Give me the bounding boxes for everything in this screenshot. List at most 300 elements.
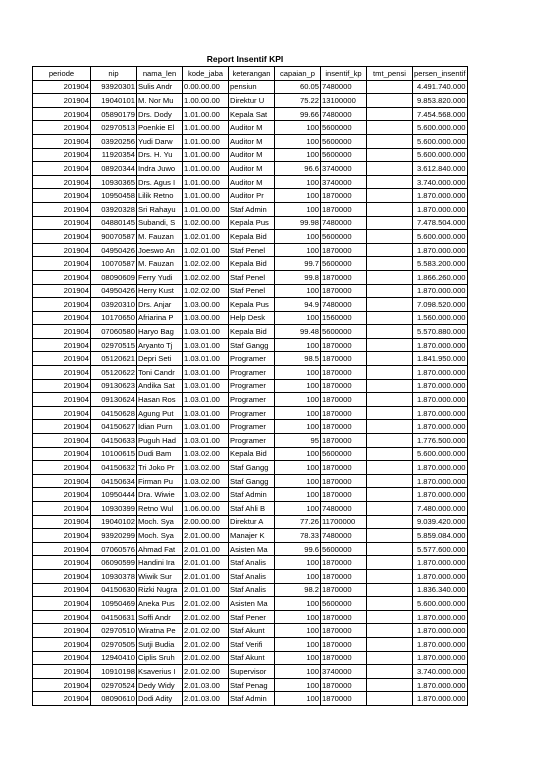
table-row (33, 692, 468, 706)
cell-nama-lengkap: Haryo Bag (137, 325, 183, 339)
cell-insentif-kpi: 1870000 (321, 243, 367, 257)
cell-persen-insentif: 5.600.000.000 (413, 121, 468, 135)
cell-nama-lengkap: Soffi Andr (137, 610, 183, 624)
cell-kode-jabatan: 2.01.02.00 (183, 651, 229, 665)
cell-insentif-kpi: 5600000 (321, 325, 367, 339)
cell-periode: 201904 (33, 665, 91, 679)
header-row (33, 67, 468, 81)
cell-keterangan: Auditor M (229, 162, 275, 176)
cell-nip: 10070587 (91, 257, 137, 271)
cell-tmt-pensiun (367, 692, 413, 706)
cell-capaian-p: 100 (275, 678, 321, 692)
cell-periode: 201904 (33, 597, 91, 611)
cell-persen-insentif: 7.454.568.000 (413, 107, 468, 121)
cell-periode: 201904 (33, 134, 91, 148)
table-row (33, 216, 468, 230)
table-row (33, 529, 468, 543)
cell-persen-insentif: 1.870.000.000 (413, 379, 468, 393)
cell-capaian-p: 100 (275, 243, 321, 257)
cell-nip: 04150631 (91, 610, 137, 624)
cell-tmt-pensiun (367, 515, 413, 529)
cell-tmt-pensiun (367, 610, 413, 624)
table-row (33, 379, 468, 393)
cell-kode-jabatan: 1.03.02.00 (183, 447, 229, 461)
cell-persen-insentif: 5.600.000.000 (413, 148, 468, 162)
cell-capaian-p: 100 (275, 637, 321, 651)
cell-insentif-kpi: 3740000 (321, 175, 367, 189)
cell-kode-jabatan: 1.03.01.00 (183, 434, 229, 448)
cell-keterangan: Asisten Ma (229, 597, 275, 611)
cell-persen-insentif: 1.870.000.000 (413, 692, 468, 706)
cell-insentif-kpi: 1870000 (321, 474, 367, 488)
cell-periode: 201904 (33, 298, 91, 312)
cell-nip: 10100615 (91, 447, 137, 461)
cell-tmt-pensiun (367, 406, 413, 420)
cell-keterangan: Auditor M (229, 134, 275, 148)
cell-nip: 02970513 (91, 121, 137, 135)
cell-tmt-pensiun (367, 230, 413, 244)
cell-persen-insentif: 1.870.000.000 (413, 189, 468, 203)
cell-keterangan: Staf Akunt (229, 651, 275, 665)
cell-kode-jabatan: 1.01.00.00 (183, 121, 229, 135)
table-row (33, 148, 468, 162)
cell-persen-insentif: 1.870.000.000 (413, 610, 468, 624)
cell-persen-insentif: 1.560.000.000 (413, 311, 468, 325)
cell-nama-lengkap: Dra. Wiwie (137, 488, 183, 502)
cell-persen-insentif: 5.583.200.000 (413, 257, 468, 271)
cell-tmt-pensiun (367, 257, 413, 271)
cell-capaian-p: 99.8 (275, 270, 321, 284)
cell-periode: 201904 (33, 556, 91, 570)
cell-periode: 201904 (33, 474, 91, 488)
column-header-kode-jabatan: kode_jaba (183, 67, 229, 81)
cell-keterangan: Staf Pener (229, 610, 275, 624)
cell-kode-jabatan: 1.02.02.00 (183, 270, 229, 284)
table-row (33, 189, 468, 203)
table-row (33, 134, 468, 148)
cell-tmt-pensiun (367, 502, 413, 516)
cell-insentif-kpi: 1870000 (321, 461, 367, 475)
cell-persen-insentif: 7.478.504.000 (413, 216, 468, 230)
cell-kode-jabatan: 1.02.01.00 (183, 243, 229, 257)
cell-tmt-pensiun (367, 474, 413, 488)
cell-keterangan: Staf Penel (229, 270, 275, 284)
cell-tmt-pensiun (367, 488, 413, 502)
cell-insentif-kpi: 11700000 (321, 515, 367, 529)
cell-keterangan: Programer (229, 379, 275, 393)
cell-nama-lengkap: Moch. Sya (137, 515, 183, 529)
cell-keterangan: Staf Admin (229, 692, 275, 706)
cell-nip: 19040102 (91, 515, 137, 529)
cell-nip: 11920354 (91, 148, 137, 162)
cell-capaian-p: 99.6 (275, 542, 321, 556)
cell-nip: 19040101 (91, 94, 137, 108)
table-row (33, 352, 468, 366)
cell-insentif-kpi: 1560000 (321, 311, 367, 325)
cell-tmt-pensiun (367, 338, 413, 352)
cell-persen-insentif: 1.870.000.000 (413, 488, 468, 502)
cell-kode-jabatan: 1.03.02.00 (183, 461, 229, 475)
cell-kode-jabatan: 1.03.01.00 (183, 379, 229, 393)
cell-kode-jabatan: 1.02.00.00 (183, 216, 229, 230)
cell-tmt-pensiun (367, 148, 413, 162)
cell-capaian-p: 100 (275, 597, 321, 611)
cell-periode: 201904 (33, 488, 91, 502)
cell-nip: 10170650 (91, 311, 137, 325)
cell-nip: 10910198 (91, 665, 137, 679)
cell-periode: 201904 (33, 447, 91, 461)
cell-capaian-p: 100 (275, 461, 321, 475)
table-row (33, 298, 468, 312)
cell-kode-jabatan: 2.01.03.00 (183, 692, 229, 706)
cell-nama-lengkap: Depri Seti (137, 352, 183, 366)
cell-persen-insentif: 5.600.000.000 (413, 230, 468, 244)
cell-tmt-pensiun (367, 121, 413, 135)
cell-kode-jabatan: 1.03.01.00 (183, 338, 229, 352)
table-row (33, 515, 468, 529)
cell-tmt-pensiun (367, 298, 413, 312)
cell-kode-jabatan: 1.01.00.00 (183, 162, 229, 176)
cell-insentif-kpi: 5600000 (321, 134, 367, 148)
cell-persen-insentif: 5.570.880.000 (413, 325, 468, 339)
cell-tmt-pensiun (367, 542, 413, 556)
cell-keterangan: Programer (229, 420, 275, 434)
cell-nama-lengkap: Drs. Dody (137, 107, 183, 121)
cell-keterangan: Programer (229, 406, 275, 420)
cell-nip: 07060576 (91, 542, 137, 556)
cell-capaian-p: 99.98 (275, 216, 321, 230)
cell-insentif-kpi: 5600000 (321, 148, 367, 162)
cell-nip: 12940410 (91, 651, 137, 665)
cell-keterangan: Programer (229, 393, 275, 407)
cell-capaian-p: 100 (275, 406, 321, 420)
cell-nama-lengkap: Yudi Darw (137, 134, 183, 148)
cell-keterangan: Staf Ahli B (229, 502, 275, 516)
column-header-keterangan: keterangan (229, 67, 275, 81)
cell-keterangan: Kepala Pus (229, 298, 275, 312)
cell-kode-jabatan: 1.03.02.00 (183, 474, 229, 488)
cell-insentif-kpi: 1870000 (321, 379, 367, 393)
cell-nip: 90070587 (91, 230, 137, 244)
cell-periode: 201904 (33, 366, 91, 380)
cell-tmt-pensiun (367, 325, 413, 339)
cell-kode-jabatan: 1.03.01.00 (183, 366, 229, 380)
cell-kode-jabatan: 1.03.00.00 (183, 298, 229, 312)
cell-keterangan: Staf Gangg (229, 338, 275, 352)
cell-insentif-kpi: 5600000 (321, 230, 367, 244)
table-row (33, 338, 468, 352)
cell-persen-insentif: 1.870.000.000 (413, 461, 468, 475)
cell-nama-lengkap: M. Nor Mu (137, 94, 183, 108)
cell-tmt-pensiun (367, 107, 413, 121)
cell-capaian-p: 75.22 (275, 94, 321, 108)
cell-persen-insentif: 9.039.420.000 (413, 515, 468, 529)
cell-capaian-p: 99.66 (275, 107, 321, 121)
cell-nip: 05120621 (91, 352, 137, 366)
cell-kode-jabatan: 2.01.02.00 (183, 637, 229, 651)
table-row (33, 94, 468, 108)
cell-persen-insentif: 1.870.000.000 (413, 243, 468, 257)
table-row (33, 434, 468, 448)
cell-nama-lengkap: Tri Joko Pr (137, 461, 183, 475)
cell-periode: 201904 (33, 121, 91, 135)
cell-insentif-kpi: 13100000 (321, 94, 367, 108)
cell-periode: 201904 (33, 284, 91, 298)
cell-tmt-pensiun (367, 447, 413, 461)
cell-nip: 03920310 (91, 298, 137, 312)
cell-capaian-p: 96.6 (275, 162, 321, 176)
cell-keterangan: Kepala Bid (229, 325, 275, 339)
cell-insentif-kpi: 5600000 (321, 121, 367, 135)
cell-keterangan: Auditor M (229, 121, 275, 135)
cell-keterangan: Direktur U (229, 94, 275, 108)
cell-persen-insentif: 3.740.000.000 (413, 175, 468, 189)
cell-periode: 201904 (33, 461, 91, 475)
table-row (33, 597, 468, 611)
cell-nip: 02970515 (91, 338, 137, 352)
cell-nip: 03920328 (91, 202, 137, 216)
cell-capaian-p: 100 (275, 379, 321, 393)
cell-persen-insentif: 5.600.000.000 (413, 134, 468, 148)
cell-tmt-pensiun (367, 665, 413, 679)
cell-periode: 201904 (33, 515, 91, 529)
cell-nip: 04880145 (91, 216, 137, 230)
cell-persen-insentif: 7.480.000.000 (413, 502, 468, 516)
cell-persen-insentif: 1.776.500.000 (413, 434, 468, 448)
cell-capaian-p: 100 (275, 311, 321, 325)
cell-persen-insentif: 1.870.000.000 (413, 420, 468, 434)
cell-nama-lengkap: Sulis Andr (137, 80, 183, 94)
cell-capaian-p: 100 (275, 488, 321, 502)
cell-persen-insentif: 1.870.000.000 (413, 637, 468, 651)
cell-persen-insentif: 5.600.000.000 (413, 447, 468, 461)
cell-insentif-kpi: 1870000 (321, 270, 367, 284)
cell-tmt-pensiun (367, 311, 413, 325)
cell-insentif-kpi: 1870000 (321, 692, 367, 706)
cell-persen-insentif: 1.870.000.000 (413, 338, 468, 352)
table-row (33, 243, 468, 257)
cell-keterangan: Help Desk (229, 311, 275, 325)
cell-keterangan: Kepala Bid (229, 230, 275, 244)
cell-persen-insentif: 9.853.820.000 (413, 94, 468, 108)
cell-nama-lengkap: Dodi Adity (137, 692, 183, 706)
cell-insentif-kpi: 1870000 (321, 569, 367, 583)
cell-keterangan: Kepala Pus (229, 216, 275, 230)
table-row (33, 284, 468, 298)
cell-nama-lengkap: Retno Wul (137, 502, 183, 516)
cell-keterangan: Auditor M (229, 175, 275, 189)
cell-persen-insentif: 1.870.000.000 (413, 624, 468, 638)
cell-capaian-p: 100 (275, 202, 321, 216)
cell-nama-lengkap: Lilik Retno (137, 189, 183, 203)
table-row (33, 80, 468, 94)
table-row (33, 542, 468, 556)
cell-nama-lengkap: Rizki Nugra (137, 583, 183, 597)
cell-kode-jabatan: 1.03.01.00 (183, 393, 229, 407)
cell-kode-jabatan: 1.06.00.00 (183, 502, 229, 516)
cell-insentif-kpi: 1870000 (321, 284, 367, 298)
cell-nama-lengkap: Ciplis Sruh (137, 651, 183, 665)
cell-persen-insentif: 1.870.000.000 (413, 556, 468, 570)
cell-insentif-kpi: 1870000 (321, 651, 367, 665)
cell-insentif-kpi: 5600000 (321, 597, 367, 611)
cell-keterangan: Kepala Bid (229, 257, 275, 271)
cell-periode: 201904 (33, 216, 91, 230)
cell-keterangan: Staf Penel (229, 243, 275, 257)
cell-periode: 201904 (33, 230, 91, 244)
cell-tmt-pensiun (367, 284, 413, 298)
cell-tmt-pensiun (367, 393, 413, 407)
column-header-tmt-pensiun: tmt_pensi (367, 67, 413, 81)
cell-periode: 201904 (33, 270, 91, 284)
cell-periode: 201904 (33, 338, 91, 352)
cell-tmt-pensiun (367, 624, 413, 638)
cell-kode-jabatan: 2.01.01.00 (183, 556, 229, 570)
cell-tmt-pensiun (367, 529, 413, 543)
cell-nama-lengkap: Dedy Widy (137, 678, 183, 692)
cell-nama-lengkap: Wiwik Sur (137, 569, 183, 583)
cell-nama-lengkap: Herry Kust (137, 284, 183, 298)
cell-kode-jabatan: 1.03.01.00 (183, 420, 229, 434)
cell-periode: 201904 (33, 257, 91, 271)
cell-nama-lengkap: M. Fauzan (137, 230, 183, 244)
table-row (33, 502, 468, 516)
cell-tmt-pensiun (367, 270, 413, 284)
table-row (33, 202, 468, 216)
cell-keterangan: Auditor M (229, 148, 275, 162)
cell-nip: 02970505 (91, 637, 137, 651)
cell-insentif-kpi: 1870000 (321, 583, 367, 597)
cell-capaian-p: 100 (275, 420, 321, 434)
cell-nama-lengkap: Aryanto Tj (137, 338, 183, 352)
cell-periode: 201904 (33, 393, 91, 407)
cell-insentif-kpi: 5600000 (321, 447, 367, 461)
cell-capaian-p: 100 (275, 230, 321, 244)
cell-nip: 04150634 (91, 474, 137, 488)
table-row (33, 366, 468, 380)
cell-kode-jabatan: 2.01.02.00 (183, 597, 229, 611)
cell-insentif-kpi: 1870000 (321, 420, 367, 434)
cell-nama-lengkap: Handini Ira (137, 556, 183, 570)
cell-nip: 93920299 (91, 529, 137, 543)
cell-keterangan: Staf Admin (229, 488, 275, 502)
cell-nama-lengkap: Subandi, S (137, 216, 183, 230)
cell-nama-lengkap: Idian Purn (137, 420, 183, 434)
cell-persen-insentif: 1.841.950.000 (413, 352, 468, 366)
cell-nama-lengkap: Hasan Ros (137, 393, 183, 407)
table-row (33, 175, 468, 189)
cell-nip: 09130623 (91, 379, 137, 393)
cell-nama-lengkap: Sri Rahayu (137, 202, 183, 216)
cell-periode: 201904 (33, 434, 91, 448)
cell-capaian-p: 100 (275, 189, 321, 203)
report-table (32, 66, 468, 706)
cell-insentif-kpi: 1870000 (321, 352, 367, 366)
cell-capaian-p: 77.26 (275, 515, 321, 529)
cell-insentif-kpi: 3740000 (321, 162, 367, 176)
cell-keterangan: Staf Gangg (229, 461, 275, 475)
table-row (33, 556, 468, 570)
cell-periode: 201904 (33, 610, 91, 624)
cell-capaian-p: 98.5 (275, 352, 321, 366)
cell-kode-jabatan: 2.01.01.00 (183, 569, 229, 583)
cell-periode: 201904 (33, 148, 91, 162)
table-row (33, 325, 468, 339)
table-row (33, 488, 468, 502)
column-header-insentif-kpi: insentif_kp (321, 67, 367, 81)
cell-nama-lengkap: Drs. H. Yu (137, 148, 183, 162)
cell-periode: 201904 (33, 311, 91, 325)
column-header-persen-insentif: persen_insentif (413, 67, 468, 81)
cell-insentif-kpi: 1870000 (321, 406, 367, 420)
cell-nama-lengkap: Aneka Pus (137, 597, 183, 611)
cell-tmt-pensiun (367, 80, 413, 94)
cell-tmt-pensiun (367, 162, 413, 176)
cell-nama-lengkap: Joeswo An (137, 243, 183, 257)
table-body (33, 80, 468, 705)
cell-tmt-pensiun (367, 556, 413, 570)
cell-tmt-pensiun (367, 420, 413, 434)
cell-capaian-p: 98.2 (275, 583, 321, 597)
table-row (33, 121, 468, 135)
cell-tmt-pensiun (367, 461, 413, 475)
cell-tmt-pensiun (367, 637, 413, 651)
cell-keterangan: Kepala Bid (229, 447, 275, 461)
cell-nip: 07060580 (91, 325, 137, 339)
cell-persen-insentif: 1.870.000.000 (413, 284, 468, 298)
cell-persen-insentif: 3.740.000.000 (413, 665, 468, 679)
table-row (33, 665, 468, 679)
cell-tmt-pensiun (367, 216, 413, 230)
cell-keterangan: Asisten Ma (229, 542, 275, 556)
table-row (33, 230, 468, 244)
cell-periode: 201904 (33, 637, 91, 651)
table-row (33, 637, 468, 651)
cell-insentif-kpi: 1870000 (321, 434, 367, 448)
cell-persen-insentif: 1.870.000.000 (413, 569, 468, 583)
cell-nip: 03920256 (91, 134, 137, 148)
cell-insentif-kpi: 1870000 (321, 338, 367, 352)
cell-keterangan: pensiun (229, 80, 275, 94)
cell-kode-jabatan: 2.01.02.00 (183, 624, 229, 638)
cell-insentif-kpi: 1870000 (321, 202, 367, 216)
cell-keterangan: Kepala Sat (229, 107, 275, 121)
column-header-periode: periode (33, 67, 91, 81)
cell-persen-insentif: 1.870.000.000 (413, 678, 468, 692)
cell-capaian-p: 100 (275, 624, 321, 638)
cell-keterangan: Direktur A (229, 515, 275, 529)
cell-nip: 08920344 (91, 162, 137, 176)
cell-nip: 02970524 (91, 678, 137, 692)
cell-insentif-kpi: 1870000 (321, 624, 367, 638)
cell-insentif-kpi: 1870000 (321, 556, 367, 570)
cell-nama-lengkap: Puguh Had (137, 434, 183, 448)
cell-insentif-kpi: 1870000 (321, 610, 367, 624)
cell-nip: 10930399 (91, 502, 137, 516)
table-row (33, 461, 468, 475)
cell-nama-lengkap: Ahmad Fat (137, 542, 183, 556)
cell-capaian-p: 100 (275, 665, 321, 679)
cell-capaian-p: 100 (275, 121, 321, 135)
cell-keterangan: Manajer K (229, 529, 275, 543)
cell-tmt-pensiun (367, 94, 413, 108)
cell-kode-jabatan: 2.00.00.00 (183, 515, 229, 529)
column-header-nama-lengkap: nama_len (137, 67, 183, 81)
cell-capaian-p: 100 (275, 338, 321, 352)
cell-capaian-p: 100 (275, 569, 321, 583)
cell-nip: 10950444 (91, 488, 137, 502)
cell-kode-jabatan: 1.01.00.00 (183, 202, 229, 216)
